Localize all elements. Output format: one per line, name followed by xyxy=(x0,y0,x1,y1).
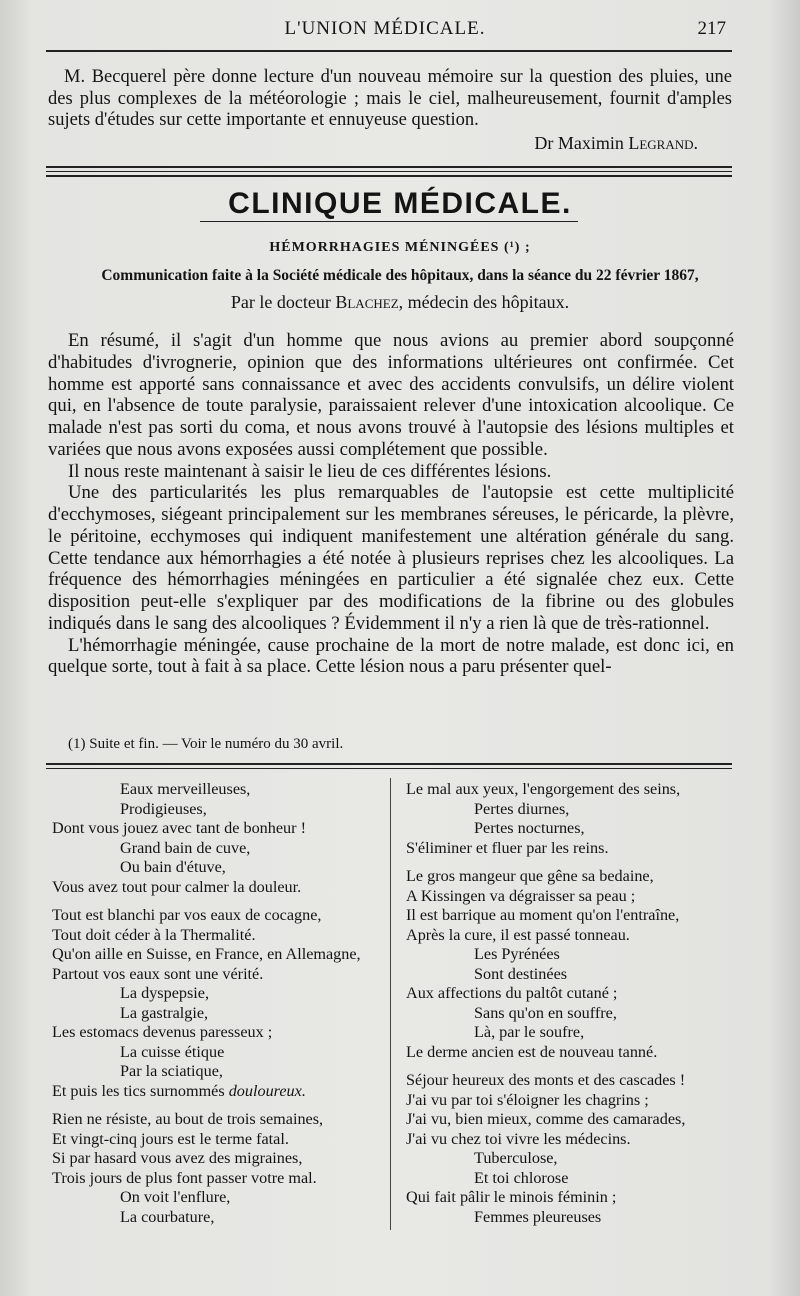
poem-line xyxy=(406,965,746,985)
poem-line-text: La dyspepsie, xyxy=(120,984,210,1002)
poem-line xyxy=(52,1149,382,1169)
poem-line xyxy=(52,1169,382,1189)
poem-line-text: Là, par le soufre, xyxy=(474,1023,585,1041)
poem-line xyxy=(52,1208,382,1228)
poem-line xyxy=(406,1023,746,1043)
poem-line xyxy=(52,1043,382,1063)
poem-line xyxy=(406,1130,746,1150)
poem-line xyxy=(406,819,746,839)
poem-line-text: Pertes diurnes, xyxy=(474,799,570,818)
poem-line xyxy=(406,926,746,946)
article-paragraph: En résumé, il s'agit d'un homme que nous avions au premier abord soupçonné d'habitudes d'ivrognerie, opinion que des informations ultérieures ont confirmée. Cet homme est apporté sans connaissance et avec des accidents convulsifs, un délire violent qui, en l'absence de toute paralysie, paraissaient relever d'une intoxication alcoolique. Ce malade n'est pas sorti du coma, et nous avons trouvé à l'autopsie des lésions multiples et variées que nous avons exposées aussi complétement que possible. xyxy=(48,330,734,460)
poem-line xyxy=(52,1110,382,1130)
poem-line xyxy=(406,887,746,907)
poem-line-text: Tuberculose, xyxy=(474,1149,558,1167)
poem-line xyxy=(52,1130,382,1150)
poem-line-text: Le mal aux yeux, l'engorgement des seins, xyxy=(406,780,681,798)
section-rule-mid xyxy=(46,171,732,172)
poem-line xyxy=(52,878,382,898)
article-title: HÉMORRHAGIES MÉNINGÉES (¹) ; xyxy=(269,240,531,255)
poem-line xyxy=(52,1188,382,1208)
poem-line-text: Par la sciatique, xyxy=(120,1062,223,1080)
poem-column-right xyxy=(406,780,746,1227)
poem-line-text: Sans qu'on en souffre, xyxy=(474,1003,617,1022)
poem-line xyxy=(406,839,746,859)
poem-line xyxy=(52,926,382,946)
poem-line xyxy=(52,1062,382,1082)
poem-line xyxy=(52,945,382,965)
poem-line xyxy=(52,906,382,926)
author-suffix: , médecin des hôpitaux. xyxy=(398,292,570,312)
poem-line xyxy=(406,1149,746,1169)
section-title: CLINIQUE MÉDICALE. xyxy=(228,187,572,220)
poem-line xyxy=(52,1004,382,1024)
article-author xyxy=(0,292,800,313)
poem-line-text: Aux affections du paltôt cutané ; xyxy=(406,984,618,1002)
poem-line-text: On voit l'enflure, xyxy=(120,1188,231,1206)
stanza-gap xyxy=(406,1062,746,1071)
poem-line-text: Grand bain de cuve, xyxy=(120,838,251,857)
running-title: L'UNION MÉDICALE. xyxy=(284,18,486,39)
poem-line xyxy=(406,1208,746,1228)
poem-line-text: J'ai vu, bien mieux, comme des camarades, xyxy=(406,1110,686,1128)
stanza-gap xyxy=(52,1101,382,1110)
poem-line-text: S'éliminer et fluer par les reins. xyxy=(406,838,609,857)
poem-line-text: Ou bain d'étuve, xyxy=(120,858,226,876)
poem-line xyxy=(52,1082,382,1102)
poem-line-text: Les estomacs devenus paresseux ; xyxy=(52,1023,273,1041)
poem-line-text: Trois jours de plus font passer votre mal. xyxy=(52,1168,317,1187)
footnote: (1) Suite et fin. — Voir le numéro du 30 avril. xyxy=(68,736,344,752)
poem-line xyxy=(406,945,746,965)
intro-paragraph: M. Becquerel père donne lecture d'un nouveau mémoire sur la question des pluies, une des plus complexes de la météorologie ; mais le ciel, malheureusement, fournit d'amples sujets d'études sur cette importante et ennuyeuse question. xyxy=(48,67,732,131)
poem-line-text: A Kissingen va dégraisser sa peau ; xyxy=(406,886,636,905)
poem-line xyxy=(52,839,382,859)
poem-line xyxy=(406,1091,746,1111)
poem-line-text: Les Pyrénées xyxy=(474,945,560,963)
section-rule-top xyxy=(46,166,732,168)
poem-line-text: Et vingt-cinq jours est le terme fatal. xyxy=(52,1129,289,1148)
poem-line-text: Sont destinées xyxy=(474,964,568,983)
poem-line xyxy=(406,906,746,926)
poem-line xyxy=(52,819,382,839)
poem-line-text: Après la cure, il est passé tonneau. xyxy=(406,925,630,944)
poem-rule-top xyxy=(46,763,732,765)
article-body xyxy=(48,330,734,678)
article-paragraph: Une des particularités les plus remarquables de l'autopsie est cette multiplicité d'ecchymoses, siégeant principalement sur les membranes séreuses, le péricarde, la plèvre, le péritoine, ecchymoses qui indiquent manifestement une altération générale du sang. Cette tendance aux hémorrhagies a été notée à plusieurs reprises chez les alcooliques. La fréquence des hémorrhagies méningées en particulier a été signalée chez eux. Cette disposition peut-elle s'expliquer par des modifications de la fibrine ou des globules indiqués dans le sang des alcooliques ? Évidemment il n'y a rien là que de très-rationnel. xyxy=(48,482,734,634)
poem-line-text: Pertes nocturnes, xyxy=(474,819,585,837)
poem-line-text: J'ai vu par toi s'éloigner les chagrins ; xyxy=(406,1090,649,1109)
poem-line-text: Le derme ancien est de nouveau tanné. xyxy=(406,1042,658,1061)
poem-column-left xyxy=(52,780,382,1227)
poem-line-text: Vous avez tout pour calmer la douleur. xyxy=(52,877,302,896)
author-name: Blachez xyxy=(335,292,399,312)
signature-name: Legrand. xyxy=(628,133,698,153)
poem-line-text: Tout est blanchi par vos eaux de cocagne, xyxy=(52,906,322,924)
poem-line-text: Eaux merveilleuses, xyxy=(120,780,251,798)
poem-line-text: La courbature, xyxy=(120,1207,215,1226)
article-paragraph: L'hémorrhagie méningée, cause prochaine de la mort de notre malade, est donc ici, en quelque sorte, tout à fait à sa place. Cette lésion nous a paru présenter quel- xyxy=(48,634,734,678)
poem-line xyxy=(52,800,382,820)
author-prefix: Par le docteur xyxy=(230,292,336,312)
poem-line-text: Et puis les tics surnommés xyxy=(52,1081,229,1100)
column-divider xyxy=(390,778,391,1230)
stanza-gap xyxy=(52,897,382,906)
poem-line-text: Il est barrique au moment qu'on l'entraîne, xyxy=(406,906,680,924)
poem-line xyxy=(406,867,746,887)
signature-prefix: Dr Maximin xyxy=(534,133,629,153)
poem-line xyxy=(52,1023,382,1043)
poem-rule-bottom xyxy=(46,768,732,769)
poem-line-text: Rien ne résiste, au bout de trois semaines, xyxy=(52,1110,324,1128)
poem-line-text: La gastralgie, xyxy=(120,1003,209,1022)
poem-line-text: Qui fait pâlir le minois féminin ; xyxy=(406,1188,617,1206)
poem-line-text: Femmes pleureuses xyxy=(474,1207,602,1226)
article-subtitle: Communication faite à la Société médicale des hôpitaux, dans la séance du 22 février 1867, xyxy=(101,267,699,284)
poem-line-text: Tout doit céder à la Thermalité. xyxy=(52,925,256,944)
poem-line xyxy=(406,1071,746,1091)
poem-line xyxy=(52,780,382,800)
article-paragraph: Il nous reste maintenant à saisir le lieu de ces différentes lésions. xyxy=(68,460,552,482)
poem-line xyxy=(52,984,382,1004)
poem-line xyxy=(406,1169,746,1189)
poem-line-text: Prodigieuses, xyxy=(120,799,207,818)
poem-line xyxy=(406,780,746,800)
poem-line-text: Et toi chlorose xyxy=(474,1168,569,1187)
poem-line xyxy=(406,1004,746,1024)
poem-line-text: J'ai vu chez toi vivre les médecins. xyxy=(406,1129,631,1148)
page-number: 217 xyxy=(697,18,726,39)
running-head xyxy=(40,18,730,44)
header-rule xyxy=(46,50,732,52)
section-rule-low xyxy=(46,175,732,177)
poem-line-text: Qu'on aille en Suisse, en France, en Allemagne, xyxy=(52,945,361,963)
poem-line xyxy=(406,1188,746,1208)
signature xyxy=(534,133,698,154)
section-title-underline xyxy=(200,221,578,222)
poem-line xyxy=(52,858,382,878)
poem-line-text: Si par hasard vous avez des migraines, xyxy=(52,1149,303,1167)
poem-line-text: Le gros mangeur que gêne sa bedaine, xyxy=(406,867,654,885)
poem-line xyxy=(406,984,746,1004)
stanza-gap xyxy=(406,858,746,867)
poem-line-text: Séjour heureux des monts et des cascades ! xyxy=(406,1071,686,1089)
poem-line xyxy=(406,1043,746,1063)
poem-line-text: La cuisse étique xyxy=(120,1042,225,1061)
poem-line-italic: douloureux. xyxy=(228,1081,306,1100)
poem-line-text: Dont vous jouez avec tant de bonheur ! xyxy=(52,819,306,837)
poem-line xyxy=(52,965,382,985)
poem-line-text: Partout vos eaux sont une vérité. xyxy=(52,964,264,983)
poem-line xyxy=(406,1110,746,1130)
poem-line xyxy=(406,800,746,820)
